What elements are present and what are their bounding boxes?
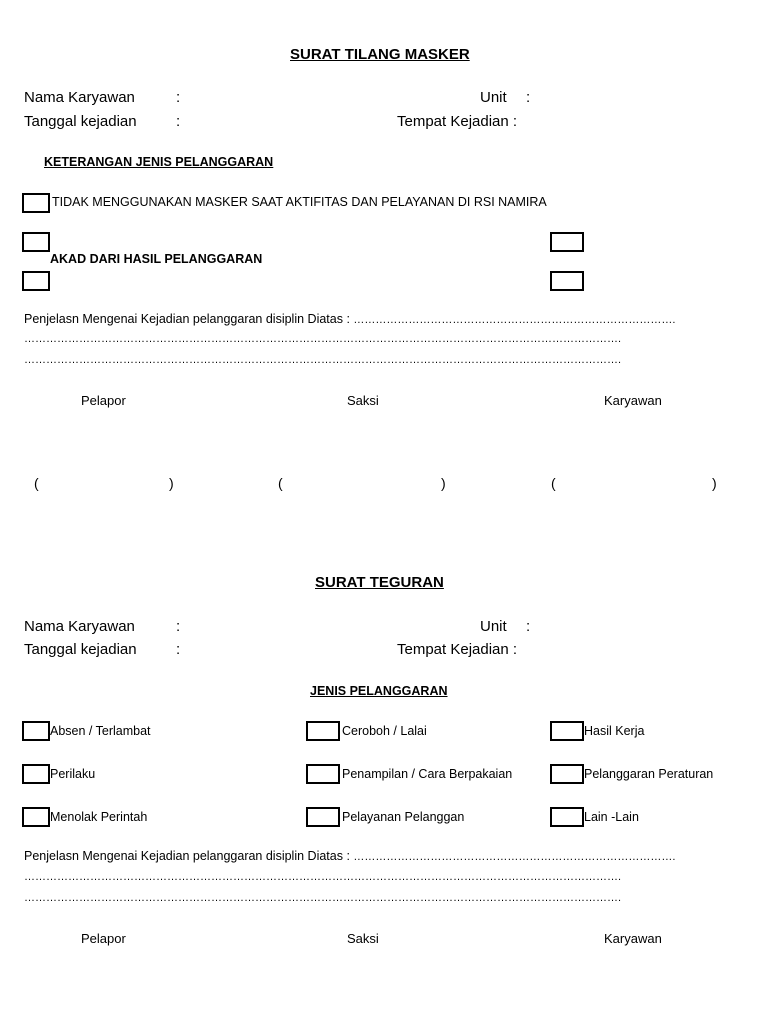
pelapor-open-paren: ( — [34, 475, 39, 491]
pelapor-label: Pelapor — [81, 393, 126, 408]
option-pelanggaran-peraturan: Pelanggaran Peraturan — [584, 767, 714, 781]
checkbox-lain-lain[interactable] — [550, 807, 584, 827]
teguran-penjelasan-dots-3[interactable]: ………………………………………………………………………………………………………………………………………………. — [24, 892, 622, 904]
teguran-saksi-label: Saksi — [347, 931, 379, 946]
teguran-penjelasan-label — [24, 849, 675, 863]
unit-label: Unit — [480, 89, 507, 106]
option-absen-terlambat: Absen / Terlambat — [50, 724, 151, 738]
penjelasan-dots-2[interactable]: ………………………………………………………………………………………………………………………………………………. — [24, 333, 622, 345]
keterangan-heading-text: KETERANGAN JENIS PELANGGARAN — [44, 155, 274, 169]
option-pelayanan-pelanggan: Pelayanan Pelanggan — [342, 810, 465, 824]
teguran-tanggal-colon: : — [176, 641, 181, 658]
akad-dari-hasil-pelanggaran-label: AKAD DARI HASIL PELANGGARAN — [50, 252, 263, 266]
checkbox-tidak-menggunakan-masker[interactable] — [22, 193, 50, 213]
tanggal-kejadian-colon: : — [176, 113, 181, 130]
karyawan-open-paren: ( — [551, 475, 556, 491]
penjelasan-dots-3[interactable]: ………………………………………………………………………………………………………………………………………………. — [24, 354, 622, 366]
penjelasan-text: Penjelasn Mengenai Kejadian pelanggaran disiplin Diatas : — [24, 312, 350, 326]
option-perilaku: Perilaku — [50, 767, 96, 781]
checkbox-tidak-menggunakan-masker-label: TIDAK MENGGUNAKAN MASKER SAAT AKTIFITAS DAN PELAYANAN DI RSI NAMIRA — [52, 195, 547, 209]
checkbox-menolak-perintah[interactable] — [22, 807, 50, 827]
teguran-unit-label: Unit — [480, 618, 507, 635]
checkbox-pelanggaran-peraturan[interactable] — [550, 764, 584, 784]
karyawan-close-paren: ) — [712, 475, 717, 491]
teguran-penjelasan-dots-2[interactable]: ………………………………………………………………………………………………………………………………………………. — [24, 871, 622, 883]
jenis-pelanggaran-heading: JENIS PELANGGARAN — [310, 684, 448, 698]
teguran-penjelasan-dots-1[interactable]: ……………………………………………………………………………. — [353, 851, 676, 863]
tanggal-kejadian-label: Tanggal kejadian — [24, 113, 137, 130]
teguran-nama-karyawan-label: Nama Karyawan — [24, 618, 135, 635]
teguran-tempat-kejadian-label: Tempat Kejadian : — [397, 641, 518, 658]
checkbox-pelayanan-pelanggan[interactable] — [306, 807, 340, 827]
checkbox-ceroboh-lalai[interactable] — [306, 721, 340, 741]
tempat-kejadian-label: Tempat Kejadian : — [397, 113, 518, 130]
penjelasan-dots-1[interactable]: ……………………………………………………………………………. — [353, 314, 676, 326]
teguran-karyawan-label: Karyawan — [604, 931, 662, 946]
checkbox-akad-right-2[interactable] — [550, 271, 584, 291]
checkbox-hasil-kerja[interactable] — [550, 721, 584, 741]
unit-colon: : — [526, 89, 531, 106]
karyawan-label: Karyawan — [604, 393, 662, 408]
page-title-surat-teguran: SURAT TEGURAN — [315, 574, 444, 591]
nama-karyawan-colon: : — [176, 89, 181, 106]
checkbox-akad-right-1[interactable] — [550, 232, 584, 252]
teguran-unit-colon: : — [526, 618, 531, 635]
nama-karyawan-label: Nama Karyawan — [24, 89, 135, 106]
saksi-open-paren: ( — [278, 475, 283, 491]
keterangan-jenis-pelanggaran-heading — [24, 155, 273, 169]
saksi-label: Saksi — [347, 393, 379, 408]
teguran-penjelasan-text: Penjelasn Mengenai Kejadian pelanggaran disiplin Diatas : — [24, 849, 350, 863]
checkbox-perilaku[interactable] — [22, 764, 50, 784]
page-title-surat-tilang-masker: SURAT TILANG MASKER — [290, 46, 470, 63]
option-ceroboh-lalai: Ceroboh / Lalai — [342, 724, 427, 738]
penjelasan-label — [24, 312, 675, 326]
teguran-pelapor-label: Pelapor — [81, 931, 126, 946]
option-penampilan: Penampilan / Cara Berpakaian — [342, 767, 513, 781]
teguran-nama-colon: : — [176, 618, 181, 635]
option-lain-lain: Lain -Lain — [584, 810, 639, 824]
option-hasil-kerja: Hasil Kerja — [584, 724, 645, 738]
checkbox-akad-left-1[interactable] — [22, 232, 50, 252]
saksi-close-paren: ) — [441, 475, 446, 491]
pelapor-close-paren: ) — [169, 475, 174, 491]
checkbox-absen-terlambat[interactable] — [22, 721, 50, 741]
checkbox-penampilan[interactable] — [306, 764, 340, 784]
teguran-tanggal-kejadian-label: Tanggal kejadian — [24, 641, 137, 658]
checkbox-akad-left-2[interactable] — [22, 271, 50, 291]
option-menolak-perintah: Menolak Perintah — [50, 810, 148, 824]
